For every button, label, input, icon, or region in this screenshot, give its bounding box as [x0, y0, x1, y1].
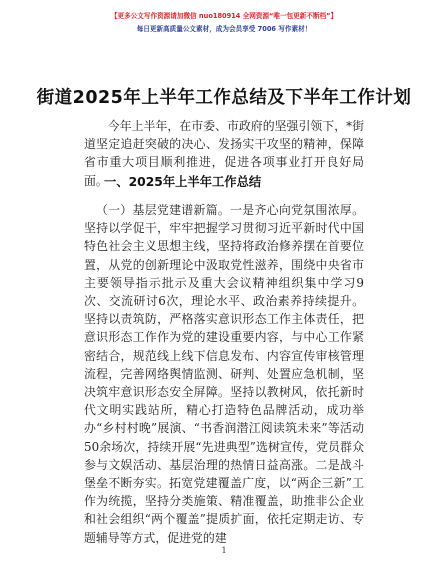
intro-paragraph: 今年上半年，在市委、市政府的坚强引领下，*街道坚定追赶突破的决心、发扬实干攻坚的精神，保障省市重大项目顺利推进，促进各项事业打开良好局面。	[84, 119, 364, 188]
page-number: 1	[221, 546, 227, 555]
promo-banner-line-1: 【更多公文写作资源请加微信 nuo180914 全网资源“唯一包更新不断档”】	[110, 12, 338, 20]
body-paragraph: （一）基层党建谱新篇。一是齐心向党氛围浓厚。坚持以学促干，牢牢把握学习贯彻习近平新时代中国特色社会主义思想主线，坚持将政治修养摆在首要位置，从党的创新理论中汲取党性滋养，围绕中央省市主要领导指示批示及重大会议精神组织集中学习9次、交流研讨6次，理论水平、政治素养持续提升。坚持以责筑防，严格落实意识形态工作主体责任，把意识形态工作作为党的建设重要内容，与中心工作紧密结合，规范线上线下信息发布、内容宣传审核管理流程，完善网络舆情监测、研判、处置应急机制，坚决筑牢意识形态安全屏障。坚持以教树风，依托新时代文明实践站所，精心打造特色品牌活动，成功举办“乡村村晚”展演、“书香润潜江阅读筑未来”等活动50余场次，持续开展“先进典型”选树宣传，党员群众参与文娱活动、基层治理的热情日益高涨。二是战斗堡垒不断夯实。拓宽党建覆盖广度，以“两企三新”工作为统揽，坚持分类施策、精准覆盖，助推非公企业和社会组织“两个覆盖”提质扩面，依托定期走访、专题辅导等方式，促进党的建	[84, 203, 364, 545]
section-heading: 一、2025年上半年工作总结	[104, 175, 262, 189]
document-title: 街道2025年上半年工作总结及下半年工作计划	[36, 88, 412, 108]
promo-banner-line-2: 每日更新高质量公文素材，成为会员享受 7006 写作素材！	[136, 25, 312, 33]
promo-banner	[0, 10, 448, 36]
